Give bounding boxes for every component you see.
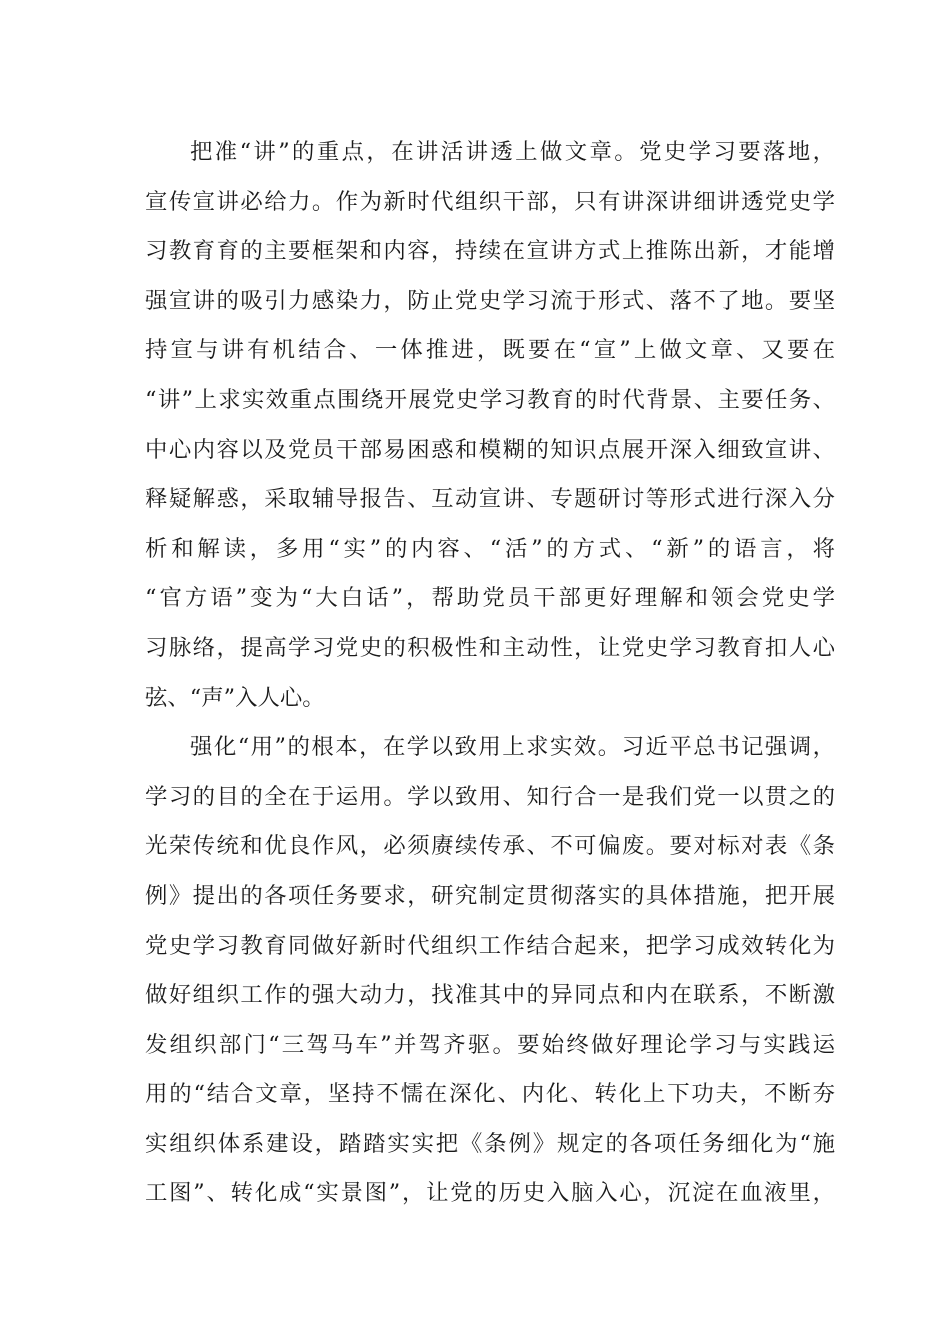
body-text bbox=[145, 128, 835, 1219]
paragraph-2-line-7: 发组织部门“三驾马车”并驾齐驱。要始终做好理论学习与实践运 bbox=[145, 1031, 835, 1058]
paragraph-2-line-8: 用的“结合文章，坚持不懦在深化、内化、转化上下功夫，不断夯 bbox=[145, 1081, 835, 1108]
paragraph-1-line-10: “官方语”变为“大白话”，帮助党员干部更好理解和领会党史学 bbox=[145, 585, 835, 612]
paragraph-2-line-9: 实组织体系建设，踏踏实实把《条例》规定的各项任务细化为“施 bbox=[145, 1130, 835, 1157]
paragraph-2-line-10: 工图”、转化成“实景图”，让党的历史入脑入心，沉淀在血液里， bbox=[145, 1180, 835, 1207]
paragraph-1-line-11: 习脉络，提高学习党史的积极性和主动性，让党史学习教育扣人心 bbox=[145, 634, 835, 661]
paragraph-1-line-1: 把准“讲”的重点，在讲活讲透上做文章。党史学习要落地， bbox=[190, 139, 835, 165]
paragraph-1-line-4: 强宣讲的吸引力感染力，防止党史学习流于形式、落不了地。要坚 bbox=[145, 287, 835, 314]
paragraph-1-line-5: 持宣与讲有机结合、一体推进，既要在“宣”上做文章、又要在 bbox=[145, 337, 835, 364]
paragraph-1-line-9: 析和解读，多用“实”的内容、“活”的方式、“新”的语言，将 bbox=[145, 535, 835, 562]
paragraph-2-line-5: 党史学习教育同做好新时代组织工作结合起来，把学习成效转化为 bbox=[145, 932, 835, 959]
paragraph-1-line-2: 宣传宣讲必给力。作为新时代组织干部，只有讲深讲细讲透党史学 bbox=[145, 188, 835, 215]
paragraph-1-line-7: 中心内容以及党员干部易困惑和模糊的知识点展开深入细致宣讲、 bbox=[145, 436, 835, 463]
paragraph-2-line-4: 例》提出的各项任务要求，研究制定贯彻落实的具体措施，把开展 bbox=[145, 882, 835, 909]
paragraph-1-line-12: 弦、“声”入人心。 bbox=[145, 684, 325, 711]
paragraph-2-line-1: 强化“用”的根本，在学以致用上求实效。习近平总书记强调， bbox=[190, 734, 835, 761]
paragraph-2-line-6: 做好组织工作的强大动力，找准其中的异同点和内在联系，不断激 bbox=[145, 982, 835, 1009]
paragraph-1-line-6: “讲”上求实效重点围绕开展党史学习教育的时代背景、主要任务、 bbox=[145, 386, 835, 413]
paragraph-1-line-3: 习教育育的主要框架和内容，持续在宣讲方式上推陈出新，才能增 bbox=[145, 238, 835, 265]
paragraph-2-line-2: 学习的目的全在于运用。学以致用、知行合一是我们党一以贯之的 bbox=[145, 783, 835, 810]
paragraph-1-line-8: 释疑解惑，采取辅导报告、互动宣讲、专题研讨等形式进行深入分 bbox=[145, 486, 835, 513]
paragraph-2-line-3: 光荣传统和优良作风，必须赓续传承、不可偏废。要对标对表《条 bbox=[145, 833, 835, 860]
